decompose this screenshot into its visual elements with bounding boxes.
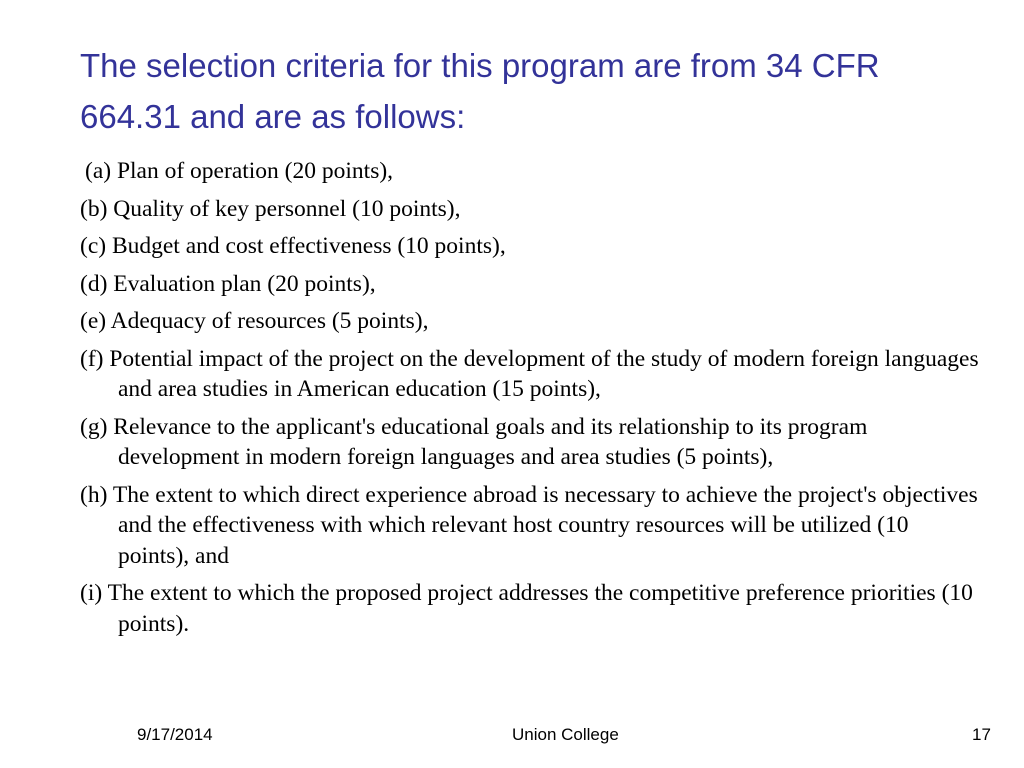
criteria-item-b: (b) Quality of key personnel (10 points), [80, 195, 461, 222]
footer-page-number: 17 [972, 725, 991, 744]
criteria-item-h: (h) The extent to which direct experience abroad is necessary to achieve the project's objectives and the effectiveness with which relevant host country resources will be utilized (10 points), and [80, 481, 978, 569]
criteria-item-c: (c) Budget and cost effectiveness (10 points), [80, 233, 506, 259]
criteria-item-e: (e) Adequacy of resources (5 points), [80, 308, 429, 334]
criteria-item-d: (d) Evaluation plan (20 points), [80, 270, 376, 297]
footer-organization: Union College [512, 725, 619, 744]
slide-title: The selection criteria for this program are from 34 CFR 664.31 and are as follows: [80, 47, 880, 135]
criteria-item-i: (i) The extent to which the proposed project addresses the competitive preference priorities (10 points). [80, 580, 973, 637]
footer-date: 9/17/2014 [137, 725, 213, 744]
criteria-list [80, 156, 980, 646]
criteria-item-g: (g) Relevance to the applicant's educational goals and its relationship to its program development in modern foreign languages and area studies (5 points), [80, 413, 868, 470]
criteria-item-f: (f) Potential impact of the project on the development of the study of modern foreign languages and area studies in American education (15 points), [80, 345, 979, 402]
criteria-item-a: (a) Plan of operation (20 points), [85, 158, 394, 184]
